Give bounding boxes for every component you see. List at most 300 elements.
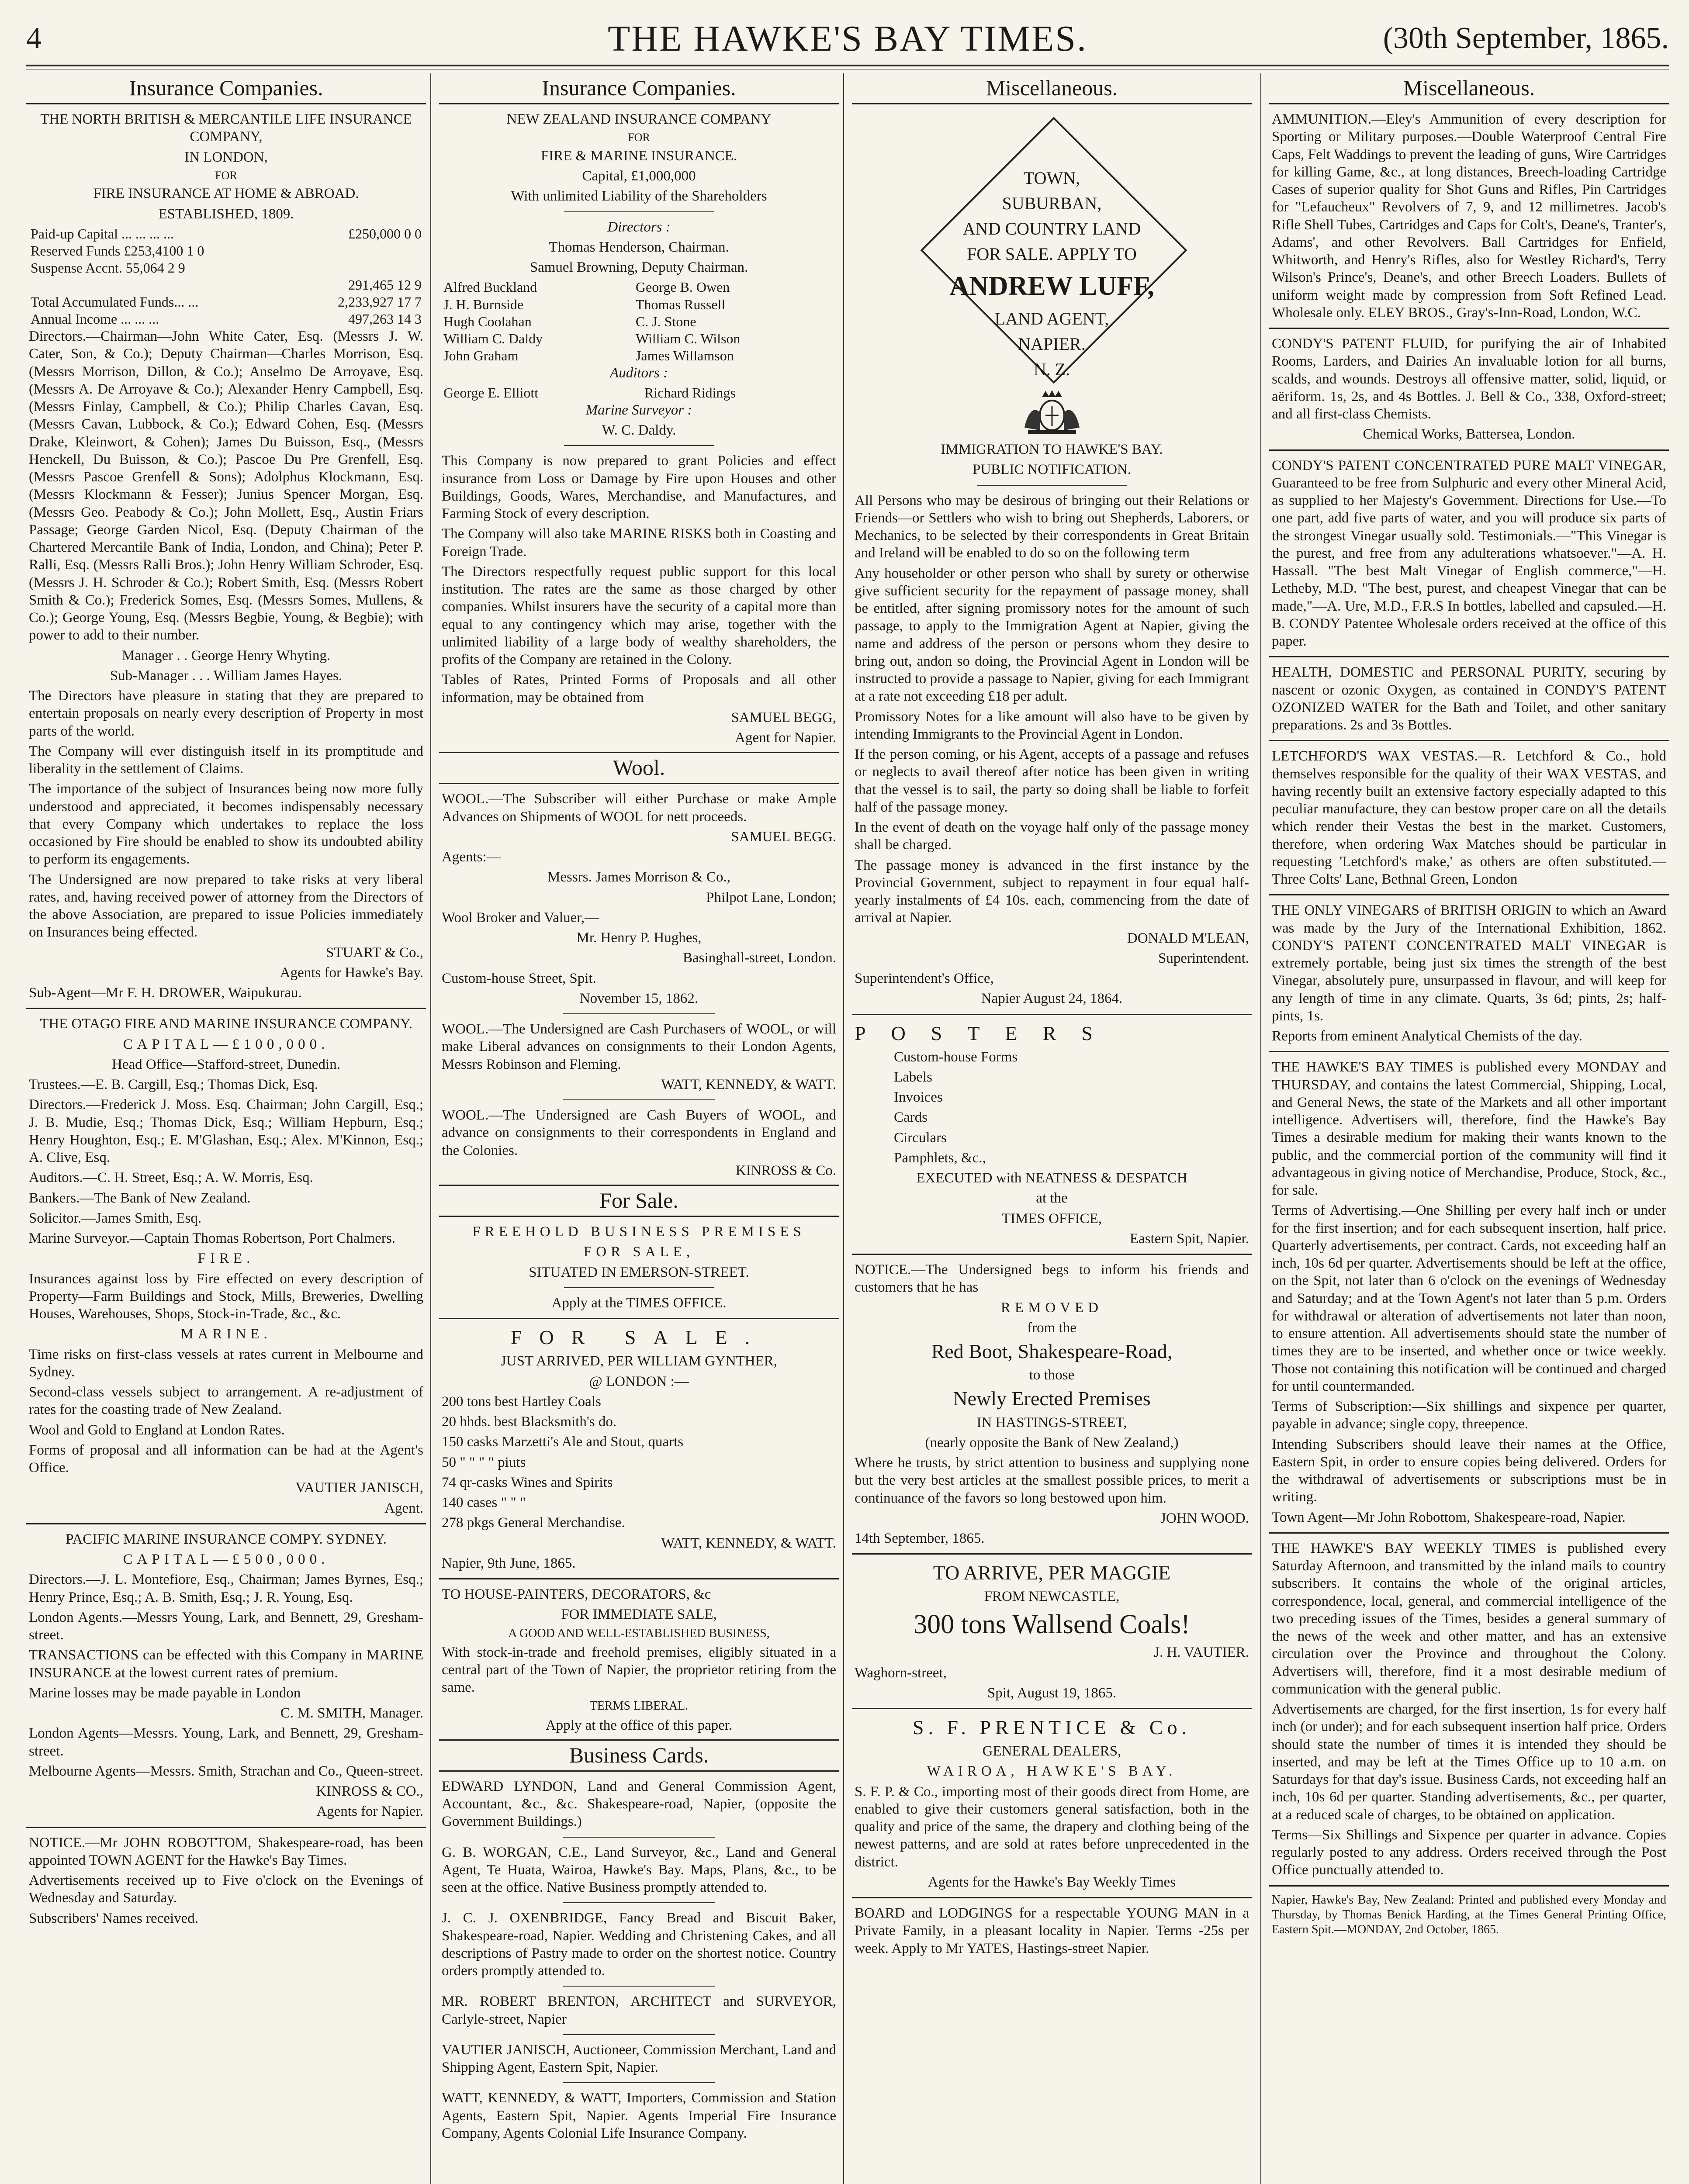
- ad-line: FOR SALE. APPLY TO: [967, 244, 1137, 264]
- table-cell: C. J. Stone: [635, 313, 696, 329]
- table-cell: 291,465 12 9: [348, 277, 422, 293]
- ad-divider: [1269, 328, 1669, 329]
- business-card: [442, 1778, 836, 1831]
- ad-paragraph: The importance of the subject of Insurances being now more fully understood and appreciated, it becomes indispensably necessary that every Company which undertakes to replace the loss occasioned by Fire should be enabled to show its undoubted ability to perform its engagements.: [29, 781, 423, 867]
- ad-signature: SAMUEL BEGG.: [731, 829, 836, 845]
- health-ad: [1272, 663, 1666, 734]
- ad-line: PUBLIC NOTIFICATION.: [973, 462, 1131, 478]
- ad-line: to those: [1029, 1367, 1075, 1383]
- ad-line: (nearly opposite the Bank of New Zealand,): [925, 1434, 1179, 1451]
- table-row: [29, 259, 423, 276]
- ad-divider: [563, 2034, 715, 2035]
- section-heading: Miscellaneous.: [1269, 73, 1669, 104]
- ad-paragraph: NOTICE.—The Undersigned begs to inform his friends and customers that he has: [855, 1262, 1249, 1296]
- ad-title: IMMIGRATION TO HAWKE'S BAY.: [941, 442, 1163, 457]
- table-row: [29, 242, 423, 259]
- column-divider: [430, 73, 431, 2184]
- list-item: 278 pkgs General Merchandise.: [442, 1515, 625, 1531]
- column-divider: [1260, 73, 1261, 2184]
- ad-signature: WATT, KENNEDY, & WATT.: [661, 1535, 836, 1551]
- card-text: VAUTIER JANISCH, Auctioneer, Commission Merchant, Land and Shipping Agent, Eastern Spit, Napier.: [442, 2042, 836, 2076]
- wool-ad-kinross: [442, 1106, 836, 1179]
- ad-divider: [563, 1837, 715, 1838]
- list-item: Cards: [894, 1109, 928, 1126]
- ad-line: W. C. Daldy.: [602, 422, 676, 439]
- ad-paragraph: Tables of Rates, Printed Forms of Proposals and all other information, may be obtained from: [442, 672, 836, 705]
- ad-paragraph: Town Agent—Mr John Robottom, Shakespeare-road, Napier.: [1272, 1509, 1626, 1525]
- ad-paragraph: TRANSACTIONS can be effected with this Company in MARINE INSURANCE at the lowest current rates of premium.: [29, 1647, 423, 1681]
- ad-signature: Agents for Napier.: [316, 1804, 423, 1820]
- condy-vinegar-ad: [1272, 457, 1666, 650]
- table-cell: Annual Income ... ... ...: [31, 311, 159, 327]
- table-row: [29, 276, 423, 294]
- ad-line: Mr. Henry P. Hughes,: [576, 930, 702, 946]
- town-agent-notice: [29, 1834, 423, 1927]
- ad-paragraph: The Directors respectfully request public support for this local institution. The rates are the same as those charged by other companies. Whilst insurers have the security of a capital more than equal to any contingency which may arise, together with the unlimited liability of a large body of wealthy shareholders, the profits of the Company are retained in the Colony.: [442, 563, 836, 668]
- ad-title: TO ARRIVE, PER MAGGIE: [933, 1562, 1171, 1584]
- business-card: [442, 1844, 836, 1897]
- ad-paragraph: In the event of death on the voyage half only of the passage money shall be charged.: [855, 819, 1249, 853]
- ad-line: Auditors :: [610, 365, 668, 381]
- ad-line: Waghorn-street,: [855, 1665, 947, 1681]
- ad-line: AND COUNTRY LAND: [962, 219, 1141, 238]
- list-item: 150 casks Marzetti's Ale and Stout, quarts: [442, 1434, 684, 1450]
- ad-line: FOR SALE,: [583, 1244, 695, 1260]
- column-2: [439, 73, 839, 2184]
- section-heading: Business Cards.: [439, 1739, 839, 1772]
- newspaper-title: THE HAWKE'S BAY TIMES.: [608, 18, 1087, 59]
- issue-date: (30th September, 1865.: [1383, 21, 1669, 55]
- table-cell: [29, 276, 293, 294]
- table-cell: Suspense Accnt. 55,064 2 9: [31, 260, 185, 276]
- ad-divider: [1269, 449, 1669, 451]
- table-cell: William C. Wilson: [635, 330, 741, 346]
- ad-title: NEW ZEALAND INSURANCE COMPANY: [506, 111, 772, 127]
- ad-paragraph: Bankers.—The Bank of New Zealand.: [29, 1190, 251, 1206]
- ad-title: FREEHOLD BUSINESS PREMISES: [472, 1224, 806, 1240]
- list-item: Labels: [894, 1069, 932, 1085]
- ad-line: Messrs. James Morrison & Co.,: [547, 869, 730, 885]
- freehold-ad: [442, 1223, 836, 1312]
- ad-title: S. F. PRENTICE & Co.: [912, 1716, 1191, 1739]
- masthead-rule: [26, 65, 1669, 69]
- ad-paragraph: Insurances against loss by Fire effected on every description of Property—Farm Buildings and Stock, Mills, Breweries, Dwelling Houses, Warehouses, Shops, Stock-in-Trade, &c., &c.: [29, 1271, 423, 1322]
- ad-line: Directors :: [607, 219, 671, 235]
- ad-paragraph: BOARD and LODGINGS for a respectable YOUNG MAN in a Private Family, in a pleasant locality in Napier. Terms -25s per week. Apply to Mr YATES, Hastings-street Napier.: [855, 1905, 1249, 1956]
- ad-title: ANDREW LUFF,: [949, 271, 1154, 301]
- ad-paragraph: If the person coming, or his Agent, accepts of a passage and refuses or neglects to avail thereof after notice has been given in writing that the vessel is to sail, the party so doing shall be liable to forfeit half of the passage money.: [855, 746, 1249, 815]
- list-item: 20 hhds. best Blacksmith's do.: [442, 1414, 617, 1430]
- ad-line: CAPITAL—£100,000.: [123, 1036, 329, 1052]
- ad-line: Superintendent's Office,: [855, 971, 994, 986]
- ad-paragraph: S. F. P. & Co., importing most of their goods direct from Home, are enabled to give their customers general satisfaction, both in the quality and price of the same, the drapery and clothing being of the newest patterns, and are sold at rates before unprecedented in the district.: [855, 1783, 1249, 1870]
- table-cell: Paid-up Capital ... ... ... ...: [31, 225, 174, 242]
- section-heading: Insurance Companies.: [439, 73, 839, 104]
- ad-line: FOR: [215, 169, 237, 182]
- north-british-ad: [29, 111, 423, 1002]
- ad-paragraph: The Company will ever distinguish itself in its promptitude and liberality in the settlement of Claims.: [29, 743, 423, 777]
- table-cell: George E. Elliott: [443, 384, 539, 401]
- ad-line: SITUATED IN EMERSON-STREET.: [529, 1264, 749, 1280]
- ad-divider: [852, 1708, 1252, 1709]
- ad-title: Newly Erected Premises: [953, 1387, 1151, 1410]
- ad-divider: [977, 485, 1127, 486]
- ad-line: Samuel Browning, Deputy Chairman.: [530, 259, 748, 276]
- ad-paragraph: WOOL.—The Undersigned are Cash Buyers of WOOL, and advance on consignments to their correspondents in England and the Colonies.: [442, 1107, 836, 1158]
- ad-divider: [563, 1986, 715, 1987]
- ad-paragraph: Where he trusts, by strict attention to business and supplying none but the very best articles at the smallest possible prices, to merit a continuance of the favors so long bestowed upon him.: [855, 1455, 1249, 1506]
- table-cell: George B. Owen: [635, 279, 730, 295]
- ad-signature: WATT, KENNEDY, & WATT.: [661, 1076, 836, 1092]
- table-cell: Reserved Funds £253,4100 1 0: [31, 243, 204, 259]
- ad-divider: [1269, 656, 1669, 657]
- table-cell: John Graham: [443, 347, 519, 363]
- posters-list: [894, 1048, 1249, 1167]
- british-vinegar-ad: [1272, 902, 1666, 1045]
- ad-paragraph: WOOL.—The Undersigned are Cash Purchasers of WOOL, or will make Liberal advances on consignments to their London Agents, Messrs Robinson and Fleming.: [442, 1021, 836, 1072]
- diamond-text: [921, 166, 1183, 382]
- masthead: [26, 17, 1669, 61]
- ad-divider: [564, 211, 714, 212]
- ad-line: IN HASTINGS-STREET,: [976, 1414, 1127, 1431]
- ad-paragraph: Terms of Subscription:—Six shillings and sixpence per quarter, payable in advance; single copy, threepence.: [1272, 1399, 1666, 1432]
- ad-line: Head Office—Stafford-street, Dunedin.: [112, 1056, 340, 1072]
- ad-line: NAPIER.: [1018, 334, 1086, 354]
- ad-paragraph: Melbourne Agents—Messrs. Smith, Strachan and Co., Queen-street.: [29, 1763, 423, 1779]
- ad-line: Chemical Works, Battersea, London.: [1363, 426, 1575, 442]
- card-text: WATT, KENNEDY, & WATT, Importers, Commission and Station Agents, Eastern Spit, Napier. Agents Imperial Fire Insurance Company, Agents Colonial Life Insurance Company.: [442, 2090, 836, 2141]
- ad-signature: STUART & Co.,: [326, 944, 423, 961]
- table-cell: Total Accumulated Funds... ...: [31, 294, 199, 310]
- ad-paragraph: Intending Subscribers should leave their names at the Office, Eastern Spit, in order to ensure copies being delivered. Orders for the withdrawal of advertisements or subscriptions must be in writing.: [1272, 1436, 1666, 1505]
- ad-line: IN LONDON,: [184, 149, 268, 165]
- ad-line: Eastern Spit, Napier.: [1129, 1230, 1249, 1247]
- ad-line: Wool Broker and Valuer,—: [442, 909, 599, 926]
- ad-paragraph: Second-class vessels subject to arrangement. A re-adjustment of rates for the coasting trade of New Zealand.: [29, 1384, 423, 1418]
- ad-paragraph: Subscribers' Names received.: [29, 1910, 199, 1926]
- ad-line: at the: [1036, 1190, 1068, 1206]
- ad-signature: Agent for Napier.: [735, 730, 836, 746]
- ad-title: Red Boot, Shakespeare-Road,: [931, 1340, 1173, 1363]
- page-number: 4: [26, 21, 42, 55]
- column-1: [26, 73, 426, 2184]
- ad-divider: [1269, 1532, 1669, 1534]
- ad-divider: [1269, 1051, 1669, 1052]
- ad-line: FOR: [628, 131, 650, 144]
- ad-paragraph: LETCHFORD'S WAX VESTAS.—R. Letchford & Co., hold themselves responsible for the quality of their WAX VESTAS, and having recently built an extensive factory especially adapted to this peculiar manufacture, they can bestow proper care on all the details which render their Vestas the best in the market. Customers, therefore, when ordering Wax Matches should be particular in requesting 'Letchford's make,' as others are often substituted.—Three Colts' Lane, Bethnal Green, London: [1272, 748, 1666, 887]
- coal-arrival-ad: [855, 1561, 1249, 1702]
- ad-line: Thomas Henderson, Chairman.: [549, 239, 729, 255]
- ad-paragraph: Advertisements received up to Five o'clock on the Evenings of Wednesday and Saturday.: [29, 1873, 423, 1906]
- table-row: [442, 279, 836, 296]
- ad-paragraph: THE ONLY VINEGARS of BRITISH ORIGIN to which an Award was made by the Jury of the International Exhibition, 1862. CONDY'S PATENT CONCENTRATED MALT VINEGAR is extremely portable, being just six times the strength of the best Vinegar, absolutely pure, unsurpassed in flavour, and will keep for any length of time in any climate. Quarts, 3s 6d; pints, 2s; half-pints, 1s.: [1272, 902, 1666, 1024]
- printer-imprint: [1272, 1893, 1666, 1937]
- ad-paragraph: London Agents—Messrs. Young, Lark, and Bennett, 29, Gresham-street.: [29, 1725, 423, 1759]
- ad-paragraph: Terms—Six Shillings and Sixpence per quarter in advance. Copies regularly posted to any address. Orders received through the Post Office punctually attended to.: [1272, 1827, 1666, 1878]
- list-item: 140 cases " " ": [442, 1495, 526, 1511]
- ad-divider: [852, 1014, 1252, 1015]
- ad-line: REMOVED: [1000, 1299, 1103, 1316]
- business-card: [442, 1993, 836, 2028]
- ad-paragraph: Auditors.—C. H. Street, Esq.; A. W. Morris, Esq.: [29, 1170, 313, 1186]
- ad-paragraph: All Persons who may be desirous of bringing out their Relations or Friends—or Settlers who wish to bring out Shepherds, Laborers, or Mechanics, to be selected by their correspondents in Great Britain and Ireland will be enabled to do so on the following term: [855, 492, 1249, 561]
- ad-signature: SAMUEL BEGG,: [731, 709, 836, 726]
- weekly-times-terms: [1272, 1540, 1666, 1879]
- manager-line: Manager . . George Henry Whyting.: [121, 647, 331, 663]
- condy-fluid-ad: [1272, 335, 1666, 443]
- table-cell: 497,263 14 3: [348, 311, 422, 327]
- ad-line: With unlimited Liability of the Shareholders: [511, 188, 767, 204]
- for-sale-ad: [442, 1325, 836, 1572]
- ad-line: MARINE.: [180, 1326, 272, 1342]
- ad-paragraph: Marine losses may be made payable in London: [29, 1685, 301, 1701]
- ad-title: THE OTAGO FIRE AND MARINE INSURANCE COMPANY.: [40, 1016, 412, 1032]
- prentice-ad: [855, 1715, 1249, 1891]
- table-row: [29, 311, 423, 328]
- table-row: [442, 296, 836, 313]
- ad-title: PACIFIC MARINE INSURANCE COMPY. SYDNEY.: [66, 1531, 387, 1547]
- ad-line: TOWN,: [1023, 168, 1080, 188]
- ad-line: Agents for the Hawke's Bay Weekly Times: [928, 1874, 1176, 1890]
- ad-paragraph: With stock-in-trade and freehold premises, eligibly situated in a central part of the Town of Napier, the proprietor retiring from the same.: [442, 1644, 836, 1696]
- table-cell: William C. Daldy: [443, 330, 543, 346]
- ad-paragraph: The Directors have pleasure in stating that they are prepared to entertain proposals on nearly every description of Property in most parts of the world.: [29, 688, 423, 739]
- ad-line: SUBURBAN,: [1002, 194, 1102, 213]
- submanager-line: Sub-Manager . . . William James Hayes.: [110, 667, 343, 684]
- ad-divider: [563, 1013, 715, 1014]
- table-row: [29, 225, 423, 242]
- ad-line: @ LONDON :—: [589, 1373, 689, 1389]
- ad-line: ESTABLISHED, 1809.: [158, 206, 294, 222]
- table-cell: Richard Ridings: [644, 384, 736, 401]
- column-4: [1269, 73, 1669, 2184]
- ad-signature: J. H. VAUTIER.: [1154, 1645, 1249, 1661]
- table-row: [29, 294, 423, 311]
- table-row: [442, 313, 836, 330]
- ad-paragraph: AMMUNITION.—Eley's Ammunition of every description for Sporting or Military purposes.—Double Waterproof Central Fire Caps, Felt Waddings to prevent the leading of guns, Wire Cartridges for killing Game, &c., at long distances, Breech-loading Cartridge Cases of superior quality for Shot Guns and Rifles, Pin Cartridges for "Lefaucheux" Revolvers of 7, 9, and 12 millimetres. Jacob's Rifle Shell Tubes, Cartridges and Caps for Colt's, Deane's, Tranter's, Adams', and other Revolvers. Ball Cartridges for Enfield, Whitworth, and Henry's Rifles, also for Westley Richard's, Terry Wilson's Prince's, Deane's, and other Breech Loaders. Bullets of uniform weight made by compression from Soft Refined Lead. Wholesale only. ELEY BROS., Gray's-Inn-Road, London, W.C.: [1272, 111, 1666, 321]
- ad-line: Apply at the office of this paper.: [545, 1717, 733, 1733]
- ad-line: Marine Surveyor :: [585, 402, 692, 418]
- ad-paragraph: This Company is now prepared to grant Policies and effect insurance from Loss or Damage by Fire upon Houses and other Buildings, Goods, Wares, Merchandise, and Manufactures, and Farming Stock of every description.: [442, 453, 836, 522]
- ad-divider: [1269, 894, 1669, 895]
- ad-paragraph: THE HAWKE'S BAY WEEKLY TIMES is published every Saturday Afternoon, and transmitted by the inland mails to country subscribers. It contains the whole of the original articles, correspondence, local, general, and commercial intelligence of the two preceding issues of the Times, besides a general summary of the news of the week and other matter, and has an extensive circulation over the Province and throughout the Colony. Advertisers will, therefore, find it a most desirable medium of communication with the general public.: [1272, 1540, 1666, 1697]
- ad-line: A GOOD AND WELL-ESTABLISHED BUSINESS,: [508, 1626, 770, 1640]
- ad-line: CAPITAL—£500,000.: [123, 1552, 329, 1568]
- wool-ad-begg: [442, 790, 836, 1007]
- house-painters-ad: [442, 1586, 836, 1734]
- business-card: [442, 1909, 836, 1980]
- ad-divider: [564, 1287, 714, 1288]
- ad-signature: Superintendent.: [1158, 950, 1249, 966]
- ad-line: from the: [1027, 1320, 1076, 1336]
- ad-line: LAND AGENT,: [994, 308, 1109, 328]
- column-divider: [843, 73, 844, 2184]
- list-item: 74 qr-casks Wines and Spirits: [442, 1474, 613, 1490]
- ad-paragraph: Sub-Agent—Mr F. H. DROWER, Waipukurau.: [29, 985, 302, 1001]
- ad-signature: Agent.: [384, 1500, 423, 1516]
- ad-title: THE NORTH BRITISH & MERCANTILE LIFE INSURANCE COMPANY,: [40, 111, 412, 145]
- list-item: Circulars: [894, 1130, 947, 1146]
- pacific-ad: [29, 1531, 423, 1821]
- ad-signature: KINROSS & CO.,: [316, 1783, 423, 1800]
- ad-paragraph: CONDY'S PATENT CONCENTRATED PURE MALT VINEGAR, Guaranteed to be free from Sulphuric and every other Mineral Acid, as supplied to her Majesty's Government. Directions for Use.—To one part, add five parts of water, and you will produce six parts of the strongest Vinegar usually sold. Testimonials.—"This Vinegar is the purest, and free from any adulterations whatsoever."—A. H. Hassall. "The best Malt Vinegar of English commerce,"—H. Letheby, M.D. "The best, purest, and cheapest Vinegar that can be made,"—A. Ure, M.D., F.R.S In bottles, labelled and capsuled.—H. B. CONDY Patentee Wholesale orders received at the office of this paper.: [1272, 457, 1666, 649]
- table-cell: 2,233,927 17 7: [338, 294, 422, 310]
- section-heading: Insurance Companies.: [26, 73, 426, 104]
- ad-line: Napier, 9th June, 1865.: [442, 1555, 576, 1571]
- ad-paragraph: The Company will also take MARINE RISKS both in Coasting and Foreign Trade.: [442, 526, 836, 560]
- ad-paragraph: Promissory Notes for a like amount will also have to be given by intending Immigrants to the Provincial Agent in London.: [855, 708, 1249, 742]
- ad-paragraph: The Undersigned are now prepared to take risks at very liberal rates, and, having received power of attorney from the Directors of the above Association, are prepared to issue Policies immediately on Insurances being effected.: [29, 871, 423, 940]
- times-terms: [1272, 1058, 1666, 1526]
- table-row: [442, 384, 836, 401]
- business-card: [442, 2089, 836, 2142]
- ad-line: FIRE.: [197, 1251, 255, 1267]
- table-cell: Thomas Russell: [635, 296, 726, 312]
- ad-paragraph: Forms of proposal and all information can be had at the Agent's Office.: [29, 1442, 423, 1476]
- ad-paragraph: Time risks on first-class vessels at rates current in Melbourne and Sydney.: [29, 1346, 423, 1380]
- removal-notice: [855, 1261, 1249, 1547]
- ad-divider: [852, 1553, 1252, 1555]
- ad-paragraph: CONDY'S PATENT FLUID, for purifying the air of Inhabited Rooms, Larders, and Dairies An invaluable lotion for all burns, scalds, and wounds. Destroys all offensive matter, solid, liquid, or aëriform. 1s, 2s, and 4s Bottles. J. Bell & Co., 338, Oxford-street; and all first-class Chemists.: [1272, 336, 1666, 422]
- section-heading: For Sale.: [439, 1185, 839, 1217]
- ad-line: EXECUTED with NEATNESS & DESPATCH: [916, 1170, 1187, 1186]
- ad-line: GENERAL DEALERS,: [982, 1743, 1121, 1759]
- ad-line: WAIROA, HAWKE'S BAY.: [927, 1763, 1177, 1780]
- ad-signature: VAUTIER JANISCH,: [295, 1480, 423, 1496]
- section-heading: Wool.: [439, 752, 839, 784]
- ad-line: JUST ARRIVED, PER WILLIAM GYNTHER,: [500, 1353, 778, 1369]
- card-text: MR. ROBERT BRENTON, ARCHITECT and SURVEYOR, Carlyle-street, Napier: [442, 1994, 836, 2027]
- ad-title: TO HOUSE-PAINTERS, DECORATORS, &c: [442, 1586, 711, 1603]
- ad-divider: [439, 1318, 839, 1319]
- card-text: EDWARD LYNDON, Land and General Commission Agent, Accountant, &c., &c. Shakespeare-road, Napier, (opposite the Government Buildings.): [442, 1778, 836, 1830]
- ad-title: FOR SALE.: [510, 1326, 768, 1349]
- ad-paragraph: The passage money is advanced in the first instance by the Provincial Government, subject to repayment in four equal half-yearly instalments of £4 10s. each, commencing from the date of arrival at Napier.: [855, 857, 1249, 926]
- ad-divider: [439, 1578, 839, 1579]
- ad-line: FROM NEWCASTLE,: [984, 1589, 1120, 1605]
- ad-line: November 15, 1862.: [579, 990, 699, 1006]
- ad-paragraph: Directors.—Frederick J. Moss. Esq. Chairman; John Cargill, Esq.; J. B. Mudie, Esq.; Thomas Dick, Esq.; William Hepburn, Esq.; Henry Houghton, Esq.; E. M'Glashan, Esq.; Alex. M'Kinnon, Esq.; A. Clive, Esq.: [29, 1097, 423, 1166]
- ad-line: TIMES OFFICE,: [1001, 1210, 1102, 1227]
- ad-divider: [563, 1099, 715, 1100]
- ad-signature: DONALD M'LEAN,: [1127, 930, 1249, 946]
- list-item: Pamphlets, &c.,: [894, 1150, 986, 1166]
- ad-line: Basinghall-street, London.: [682, 950, 836, 966]
- table-cell: £250,000 0 0: [348, 225, 422, 242]
- ad-line: Apply at the TIMES OFFICE.: [551, 1295, 727, 1311]
- ad-paragraph: Directors.—J. L. Montefiore, Esq., Chairman; James Byrnes, Esq.; Henry Prince, Esq.; A. B. Smith, Esq.; J. R. Young, Esq.: [29, 1572, 423, 1605]
- immigration-notice: [855, 441, 1249, 1008]
- table-cell: J. H. Burnside: [443, 296, 524, 312]
- ad-paragraph: Trustees.—E. B. Cargill, Esq.; Thomas Dick, Esq.: [29, 1077, 318, 1093]
- ad-signature: Agents for Hawke's Bay.: [280, 964, 423, 981]
- list-item: Invoices: [894, 1089, 943, 1106]
- ad-line: 14th September, 1865.: [855, 1531, 985, 1547]
- ad-divider: [26, 1827, 426, 1828]
- ad-paragraph: Advertisements are charged, for the first insertion, 1s for every half inch (or under); and for each subsequent insertion half price. Orders should state the number of times it is intended they should be inserted, and may be left at the Times Office up to 10 a.m. on Saturdays for that day's issue. Business Cards, not exceeding half an inch, 10s 6d per quarter. Standing advertisements, &c., per quarter, at a reduced scale of charges, to be obtained on application.: [1272, 1701, 1666, 1823]
- column-3: [852, 73, 1252, 2184]
- ad-paragraph: London Agents.—Messrs Young, Lark, and Bennett, 29, Gresham-street.: [29, 1609, 423, 1643]
- ad-paragraph: NOTICE.—Mr JOHN ROBOTTOM, Shakespeare-road, has been appointed TOWN AGENT for the Hawke's Bay Times.: [29, 1835, 423, 1868]
- ad-signature: C. M. SMITH, Manager.: [280, 1705, 423, 1721]
- ad-line: Custom-house Street, Spit.: [442, 970, 596, 986]
- ad-line: FIRE & MARINE INSURANCE.: [540, 148, 737, 164]
- ad-line: Philpot Lane, London;: [706, 889, 836, 905]
- ammunition-ad: [1272, 111, 1666, 321]
- posters-ad: [855, 1021, 1249, 1248]
- table-row: [442, 330, 836, 347]
- directors-table: [442, 279, 836, 364]
- ad-paragraph: Solicitor.—James Smith, Esq.: [29, 1210, 202, 1226]
- letchford-ad: [1272, 747, 1666, 888]
- ad-line: Napier August 24, 1864.: [981, 991, 1123, 1007]
- table-cell: [293, 242, 423, 259]
- table-cell: [293, 259, 423, 276]
- section-heading: Miscellaneous.: [852, 73, 1252, 104]
- card-text: G. B. WORGAN, C.E., Land Surveyor, &c., Land and General Agent, Te Huata, Wairoa, Hawke's Bay. Maps, Plans, &c., to be seen at the office. Native Business promptly attended to.: [442, 1844, 836, 1896]
- board-lodgings-ad: [855, 1904, 1249, 1957]
- ad-line: FOR IMMEDIATE SALE,: [561, 1607, 717, 1623]
- ad-line: N. Z.: [1033, 359, 1070, 379]
- otago-ad: [29, 1015, 423, 1517]
- list-item: Custom-house Forms: [894, 1049, 1018, 1065]
- table-cell: Alfred Buckland: [443, 279, 537, 295]
- business-card: [442, 2041, 836, 2077]
- ad-divider: [563, 1902, 715, 1903]
- ad-divider: [563, 2082, 715, 2083]
- ad-line: Agents:—: [442, 849, 501, 865]
- ad-title: POSTERS: [855, 1022, 1118, 1044]
- ad-divider: [564, 445, 714, 446]
- table-cell: Hugh Coolahan: [443, 313, 532, 329]
- list-item: 200 tons best Hartley Coals: [442, 1393, 601, 1410]
- ad-paragraph: HEALTH, DOMESTIC and PERSONAL PURITY, securing by nascent or ozonic Oxygen, as contained in CONDY'S PATENT OZONIZED WATER for the Bath and Toilet, and other sanitary preparations. 2s and 3s Bottles.: [1272, 664, 1666, 733]
- table-cell: James Willamson: [635, 347, 734, 363]
- new-zealand-insurance-ad: [442, 111, 836, 746]
- ad-signature: JOHN WOOD.: [1160, 1510, 1249, 1526]
- funds-table: [29, 225, 423, 328]
- ad-divider: [1269, 740, 1669, 741]
- ad-paragraph: Wool and Gold to England at London Rates.: [29, 1422, 285, 1438]
- ad-line: Capital, £1,000,000: [582, 168, 696, 184]
- ad-paragraph: Marine Surveyor.—Captain Thomas Robertson, Port Chalmers.: [29, 1230, 395, 1247]
- ad-paragraph: Any householder or other person who shall by surety or otherwise give sufficient security for the repayment of passage money, shall be entitled, after signing promissory notes for the amount of such passage, to apply to the Immigration Agent at Napier, giving the name and address of the person or persons whom they desire to bring out, andon so doing, the Provincial Agent in London will be instructed to provide a passage to Napier, giving for each Immigrant at a rate not exceeding £18 per adult.: [855, 565, 1249, 705]
- andrew-luff-ad: [921, 117, 1183, 380]
- auditors-table: [442, 384, 836, 401]
- ad-line: Spit, August 19, 1865.: [987, 1685, 1117, 1701]
- ad-divider: [26, 1008, 426, 1009]
- ad-signature: KINROSS & Co.: [735, 1162, 836, 1178]
- list-item: 50 " " " " piuts: [442, 1454, 526, 1470]
- wool-ad-watt: [442, 1020, 836, 1093]
- card-text: J. C. J. OXENBRIDGE, Fancy Bread and Biscuit Baker, Shakespeare-road, Napier. Wedding and Christening Cakes, and all descriptions of Pastry made to order on the shortest notice. Country orders promptly attended to.: [442, 1910, 836, 1979]
- ad-paragraph: Reports from eminent Analytical Chemists of the day.: [1272, 1028, 1582, 1044]
- ad-paragraph: Terms of Advertising.—One Shilling per every half inch or under for the first insertion; and for each subsequent insertion, half price. Quarterly advertisements, per contract. Cards, not exceeding half an inch, 10s 6d per quarter. Advertisements should be left at the office, on the Spit, not later than 6 o'clock on the evenings of Wednesday and Saturday; and at the Town Agent's not later than 5 p.m. Orders for withdrawal or alteration of advertisements not later than noon, to ensure attention. All advertisements should state the number of times they are to be inserted, and whether once or twice weekly. Those not containing this notification will be continued and charged for until countermanded.: [1272, 1203, 1666, 1394]
- ad-title: 300 tons Wallsend Coals!: [914, 1609, 1190, 1639]
- ad-divider: [852, 1254, 1252, 1255]
- directors-text: Directors.—Chairman—John White Cater, Esq. (Messrs J. W. Cater, Son, & Co.); Deputy Chairman—Charles Morrison, Esq. (Messrs Morrison, Dillon, & Co.); Anselmo De Arroyave, Esq. (Messrs A. De Arroyave & Co.); Alexander Henry Campbell, Esq. (Messrs Finlay, Campbell, & Co.); Philip Charles Cavan, Esq. (Messrs Cavan, Lubbock, & Co.); Edward Cohen, Esq. (Messrs Drake, Kleinwort, & Cohen); James Du Buisson, Esq., (Messrs Henckell, Du Buisson, & Co.); Pascoe Du Pre Grenfell, Esq. (Messrs Pascoe Grenfell & Sons); Adolphus Klockmann, Esq. (Messrs Klockmann & Fesser); Junius Spencer Morgan, Esq. (Messrs Geo. Peabody & Co.); John Mollett, Esq., Austin Friars Passage; George Garden Nicol, Esq. (Deputy Chairman of the Chartered Mercantile Bank of India, London, and China); Peter P. Ralli, Esq. (Messrs Ralli Bros.); John Henry William Schroder, Esq. (Messrs J. H. Schroder & Co.); Robert Smith, Esq. (Messrs Robert Smith & Co.); Frederick Somes, Esq. (Messrs Somes, Mullens, & Co.); George Young, Esq. (Messrs Begbie, Young, & Begbie); with power to add to their number.: [29, 328, 423, 643]
- ad-line: FIRE INSURANCE AT HOME & ABROAD.: [93, 186, 359, 202]
- table-row: [442, 347, 836, 364]
- royal-crest-icon: [1019, 388, 1085, 436]
- ad-divider: [26, 1523, 426, 1524]
- ad-divider: [1269, 1885, 1669, 1887]
- ad-line: TERMS LIBERAL.: [589, 1699, 689, 1713]
- imprint-text: Napier, Hawke's Bay, New Zealand: Printed and published every Monday and Thursday, by Thomas Benick Harding, at the Times General Printing Office, Eastern Spit.—MONDAY, 2nd October, 1865.: [1272, 1893, 1666, 1936]
- ad-paragraph: THE HAWKE'S BAY TIMES is published every MONDAY and THURSDAY, and contains the latest Commercial, Shipping, Local, and General News, the state of the Markets and all other important intelligence. Advertisers will, therefore, find the Hawke's Bay Times a desirable medium for making their wants known to the public, and the commercial portion of the community will find it advantageous in giving notice of Merchandise, Produce, Stock, &c., for sale.: [1272, 1059, 1666, 1198]
- ad-paragraph: WOOL.—The Subscriber will either Purchase or make Ample Advances on Shipments of WOOL for nett proceeds.: [442, 791, 836, 825]
- ad-divider: [852, 1897, 1252, 1898]
